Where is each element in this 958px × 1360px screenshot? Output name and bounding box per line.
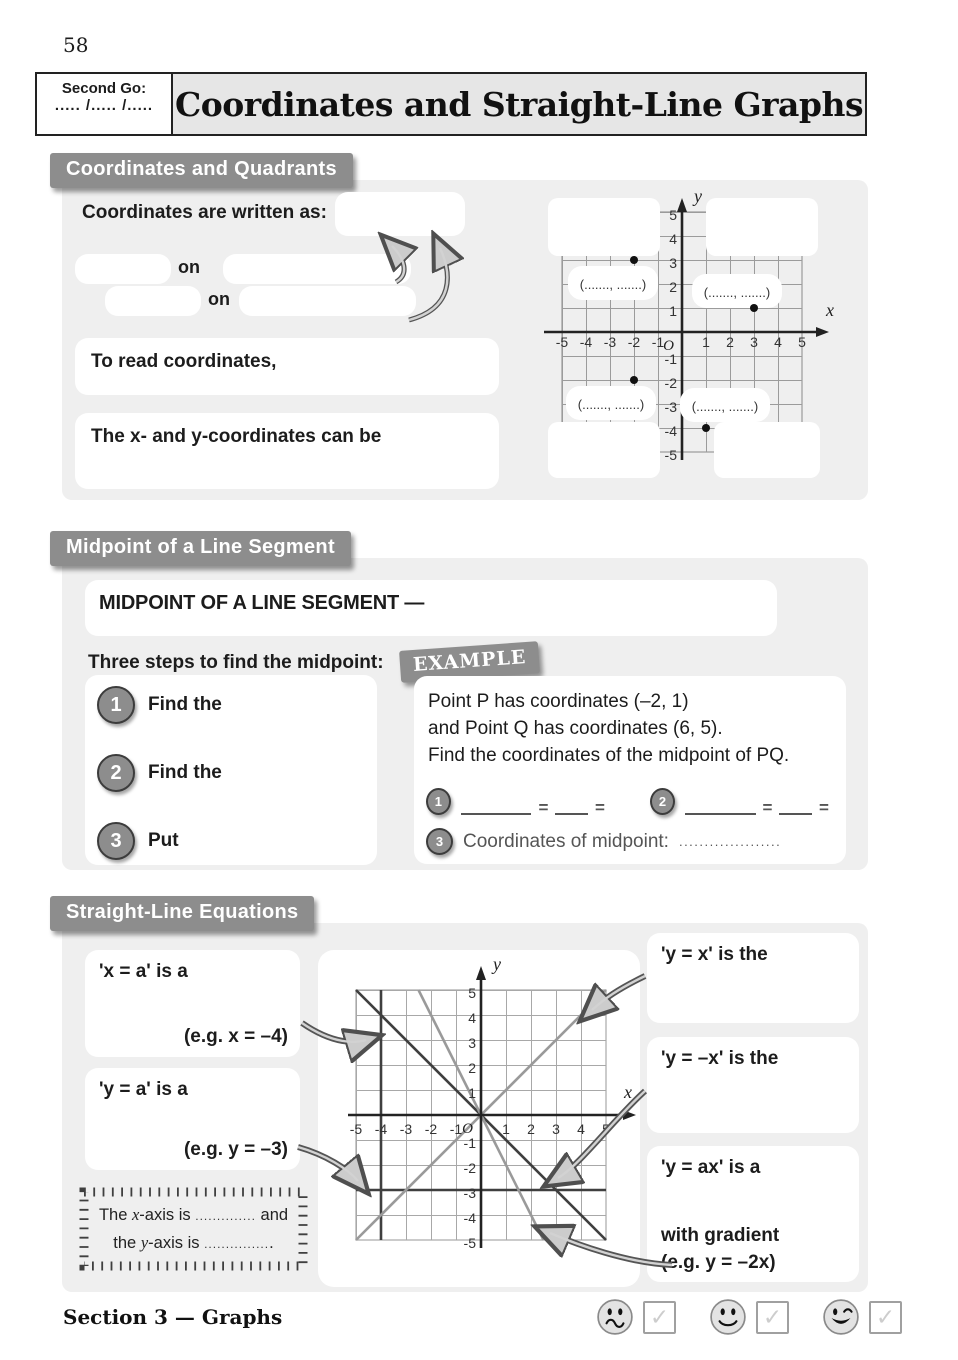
svg-text:1: 1 [468, 1085, 476, 1101]
on-label-2: on [208, 289, 230, 309]
svg-text:-4: -4 [374, 1121, 388, 1137]
y-equals-ax-box[interactable] [647, 1146, 859, 1282]
work-blank-line[interactable] [685, 797, 756, 815]
written-as-blank[interactable] [335, 192, 465, 236]
face-ok-icon [709, 1298, 747, 1336]
assessment-happy-group [822, 1298, 902, 1336]
example-text [428, 688, 840, 769]
page-header [35, 72, 867, 136]
quadrant-4-answer-box[interactable] [714, 422, 820, 478]
y-axis-label: y [694, 186, 702, 206]
svg-text:-3: -3 [664, 399, 677, 415]
svg-text:-3: -3 [603, 334, 617, 350]
section-footer-label: Section 3 — Graphs [63, 1305, 283, 1329]
blank-row2-left[interactable] [105, 286, 201, 316]
svg-text:1: 1 [502, 1121, 510, 1137]
svg-text:-1: -1 [664, 351, 677, 367]
step-row-2 [97, 753, 222, 793]
y-axis-arrow-icon [476, 966, 486, 980]
step-2-badge: 2 [97, 754, 135, 792]
svg-text:5: 5 [468, 985, 476, 1001]
blank-row1-left[interactable] [75, 254, 171, 284]
work-blank-line[interactable] [779, 797, 812, 815]
svg-text:-2: -2 [424, 1121, 438, 1137]
coordinates-content [62, 180, 868, 500]
svg-text:(......., .......): (......., .......) [579, 277, 647, 292]
second-go-label: Second Go: [61, 80, 147, 97]
step-row-1 [97, 685, 222, 725]
svg-text:4: 4 [577, 1121, 585, 1137]
steps-intro: Three steps to find the midpoint: [88, 652, 384, 673]
svg-text:(......., .......): (......., .......) [703, 285, 771, 300]
svg-text:-5: -5 [555, 334, 569, 350]
svg-text:2: 2 [726, 334, 734, 350]
x-axis-arrow-icon [816, 327, 829, 337]
y-equals-x-label: 'y = x' is the [661, 944, 768, 965]
work-blank-line[interactable] [555, 797, 588, 815]
svg-text:-5: -5 [463, 1235, 476, 1251]
svg-text:3: 3 [669, 255, 677, 271]
y-axis-arrow-icon [677, 198, 687, 212]
axes-note-line-2: the y-axis is ................ [113, 1233, 274, 1252]
example-line-1: Point P has coordinates (–2, 1) [428, 691, 689, 712]
example-badge: EXAMPLE [399, 641, 540, 683]
origin-label: O [663, 338, 674, 354]
y-axis-label: y [493, 954, 501, 974]
example-line-3: Find the coordinates of the midpoint of PQ. [428, 745, 790, 766]
x-axis-label: x [826, 300, 834, 320]
checkbox-unsure[interactable]: ✓ [643, 1301, 676, 1334]
svg-text:-2: -2 [463, 1160, 476, 1176]
svg-text:3: 3 [750, 334, 758, 350]
midpoint-definition: MIDPOINT OF A LINE SEGMENT — [99, 592, 425, 614]
step-1-badge: 1 [97, 686, 135, 724]
axes-note-line-1: The x-axis is .............. and [98, 1205, 289, 1224]
y-equals-a-example: (e.g. y = –3) [183, 1139, 288, 1160]
straight-line-graph-chart [318, 950, 640, 1285]
work-blank-line[interactable] [461, 797, 532, 815]
origin-label: O [462, 1121, 473, 1137]
midpoint-heading: Midpoint of a Line Segment [50, 531, 351, 566]
axes-note-blank-2[interactable]: ............... [204, 1237, 270, 1251]
page-title: Coordinates and Straight-Line Graphs [174, 84, 864, 124]
second-go-date-blanks[interactable]: ..... /..... /..... [54, 97, 154, 114]
svg-text:(......., .......): (......., .......) [577, 397, 645, 412]
svg-text:-2: -2 [664, 375, 677, 391]
svg-text:4: 4 [774, 334, 782, 350]
svg-text:-3: -3 [463, 1185, 476, 1201]
face-unsure-icon [596, 1298, 634, 1336]
point-q1 [750, 304, 758, 312]
y-equals-a-box[interactable] [85, 1068, 300, 1170]
working-row[interactable]: 1 = = 2 = = [426, 788, 836, 815]
coordinates-heading: Coordinates and Quadrants [50, 153, 353, 188]
svg-text:4: 4 [468, 1010, 476, 1026]
steps-box [85, 675, 377, 865]
svg-text:5: 5 [602, 1121, 610, 1137]
x-equals-a-label: 'x = a' is a [99, 961, 188, 982]
y-equals-a-label: 'y = a' is a [99, 1079, 188, 1100]
svg-text:-3: -3 [399, 1121, 413, 1137]
svg-text:3: 3 [552, 1121, 560, 1137]
point-q2 [630, 256, 638, 264]
midpoint-definition-box[interactable] [85, 580, 777, 636]
midpoint-answer-blank[interactable]: .................... [678, 834, 782, 849]
x-axis-arrow-icon [623, 1110, 636, 1120]
svg-text:(......., .......): (......., .......) [691, 399, 759, 414]
svg-text:5: 5 [798, 334, 806, 350]
x-equals-a-example: (e.g. x = –4) [183, 1026, 288, 1047]
curved-arrow-large-icon [409, 248, 447, 320]
title-bar [171, 74, 865, 134]
svg-text:-1: -1 [449, 1121, 463, 1137]
step-1-label: Find the [148, 694, 222, 715]
svg-text:-5: -5 [349, 1121, 363, 1137]
svg-text:-1: -1 [463, 1135, 476, 1151]
second-go-box [37, 74, 171, 134]
svg-text:-1: -1 [651, 334, 665, 350]
step-3-label: Put [148, 830, 179, 851]
assessment-unsure-group [596, 1298, 676, 1336]
to-read-label: To read coordinates, [91, 351, 277, 372]
svg-text:1: 1 [702, 334, 710, 350]
y-equals-negx-box[interactable] [647, 1037, 859, 1133]
blank-row1-right[interactable] [223, 254, 411, 284]
y-equals-negx-label: 'y = –x' is the [661, 1048, 779, 1069]
blank-row2-right[interactable] [239, 286, 416, 316]
example-box [414, 676, 846, 864]
checkbox-ok[interactable]: ✓ [756, 1301, 789, 1334]
face-happy-icon [822, 1298, 860, 1336]
x-equals-a-box[interactable] [85, 950, 300, 1057]
on-label-1: on [178, 257, 200, 277]
svg-text:5: 5 [669, 207, 677, 223]
page-number: 58 [63, 33, 89, 57]
midpoint-answer-row [426, 828, 781, 855]
point-q3 [630, 376, 638, 384]
y-equals-ax-example: (e.g. y = –2x) [661, 1252, 776, 1273]
y-equals-ax-label: 'y = ax' is a [661, 1157, 761, 1178]
svg-text:-5: -5 [664, 447, 677, 463]
example-line-2: and Point Q has coordinates (6, 5). [428, 718, 723, 739]
svg-text:3: 3 [468, 1035, 476, 1051]
work-step-2-badge: 2 [650, 788, 675, 815]
quadrant-2-answer-box[interactable] [548, 198, 660, 256]
written-as-label: Coordinates are written as: [82, 202, 327, 223]
straight-line-graph-box [318, 950, 640, 1287]
straight-line-heading: Straight-Line Equations [50, 896, 314, 931]
can-be-label: The x- and y-coordinates can be [91, 426, 382, 447]
can-be-box[interactable] [75, 413, 499, 489]
svg-text:-4: -4 [664, 423, 677, 439]
with-gradient-label: with gradient [661, 1225, 780, 1246]
self-assessment-row [596, 1298, 902, 1336]
svg-text:-4: -4 [579, 334, 593, 350]
hatched-border-icon [75, 1183, 312, 1275]
quadrant-1-answer-box[interactable] [706, 198, 818, 256]
y-equals-x-box[interactable] [647, 933, 859, 1023]
svg-text:-2: -2 [627, 334, 641, 350]
axes-note-blank-1[interactable]: .............. [195, 1209, 256, 1223]
point-q4 [702, 424, 710, 432]
x-axis-label: x [624, 1082, 632, 1102]
work-step-3-badge: 3 [426, 828, 453, 855]
svg-text:-4: -4 [463, 1210, 476, 1226]
svg-text:1: 1 [669, 303, 677, 319]
assessment-ok-group [709, 1298, 789, 1336]
svg-text:2: 2 [468, 1060, 476, 1076]
quadrants-grid-chart [514, 184, 864, 490]
step-row-3 [97, 821, 179, 861]
midpoint-answer-label: Coordinates of midpoint: [463, 830, 669, 852]
svg-text:2: 2 [527, 1121, 535, 1137]
quadrant-3-answer-box[interactable] [548, 422, 660, 478]
step-3-badge: 3 [97, 822, 135, 860]
step-2-label: Find the [148, 762, 222, 783]
midpoint-content [62, 558, 868, 870]
svg-text:2: 2 [669, 279, 677, 295]
straight-line-content [62, 923, 868, 1292]
work-step-1-badge: 1 [426, 788, 451, 815]
checkbox-happy[interactable]: ✓ [869, 1301, 902, 1334]
axes-note-box [75, 1183, 312, 1275]
svg-text:4: 4 [669, 231, 677, 247]
to-read-box[interactable] [75, 338, 499, 395]
